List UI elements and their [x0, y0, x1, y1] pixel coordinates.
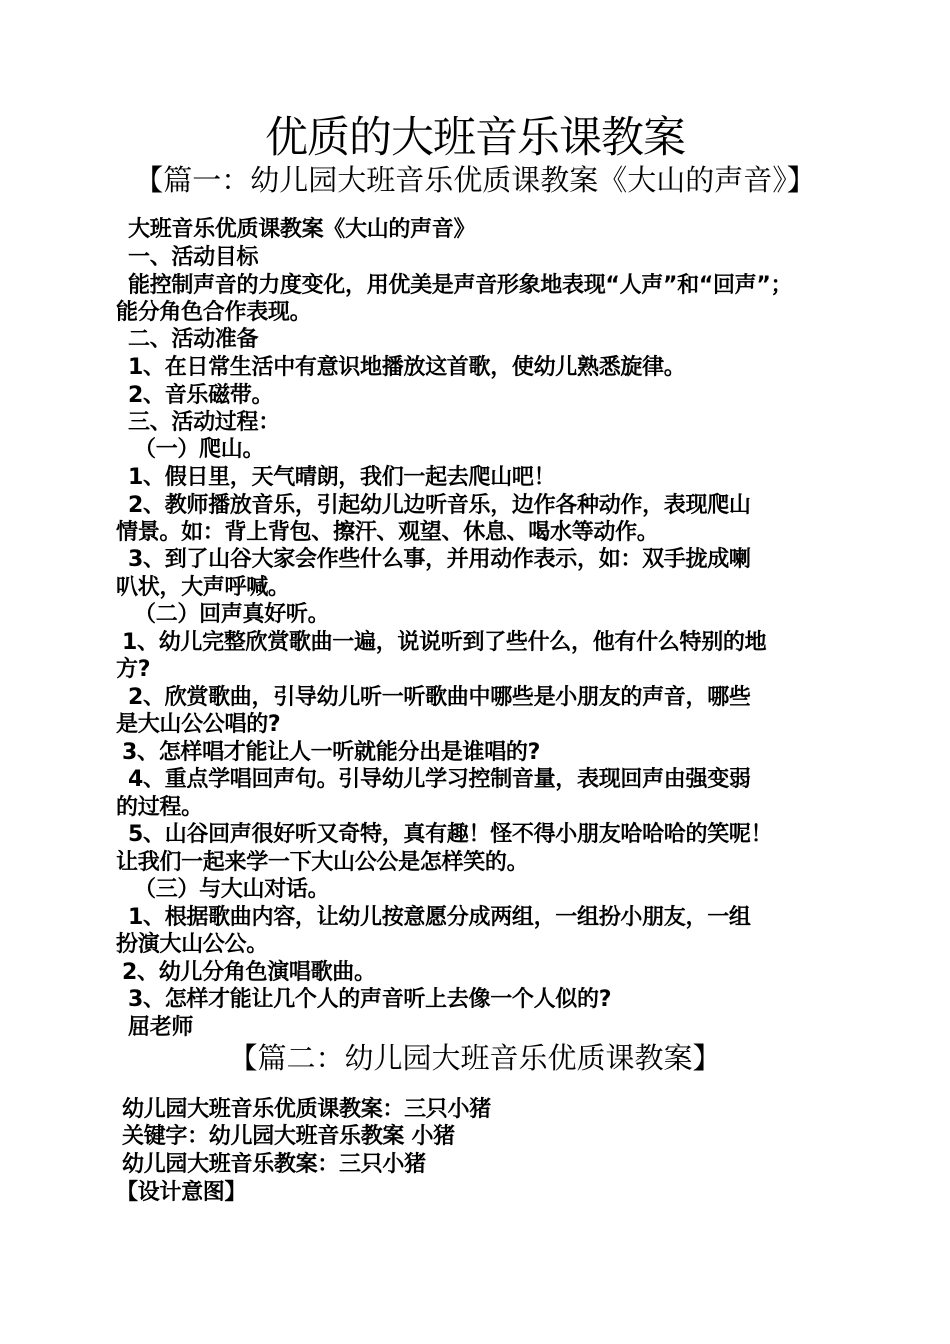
heading-activity-goal: 一、活动目标	[128, 245, 259, 270]
echo-item-5-line-2: 让我们一起来学一下大山公公是怎样笑的。	[116, 850, 529, 875]
lesson2-title: 幼儿园大班音乐优质课教案：三只小猪	[122, 1097, 491, 1122]
section-heading-1: 【篇一：幼儿园大班音乐优质课教案《大山的声音》】	[134, 163, 816, 197]
echo-item-3: 3、怎样唱才能让人一听就能分出是谁唱的?	[122, 740, 541, 765]
climb-item-2-line-1: 2、教师播放音乐，引起幼儿边听音乐，边作各种动作，表现爬山	[128, 493, 751, 518]
dialogue-item-2: 2、幼儿分角色演唱歌曲。	[122, 960, 376, 985]
author-name: 屈老师	[128, 1015, 194, 1040]
document-title: 优质的大班音乐课教案	[265, 113, 685, 163]
echo-item-1-line-1: 1、幼儿完整欣赏歌曲一遍，说说听到了些什么，他有什么特别的地	[122, 630, 767, 655]
prep-item-1: 1、在日常生活中有意识地播放这首歌，使幼儿熟悉旋律。	[128, 355, 686, 380]
subheading-echo: （二）回声真好听。	[134, 602, 330, 627]
climb-item-3-line-1: 3、到了山谷大家会作些什么事，并用动作表示，如：双手拢成喇	[128, 547, 751, 572]
dialogue-item-1-line-1: 1、根据歌曲内容，让幼儿按意愿分成两组，一组扮小朋友，一组	[128, 905, 751, 930]
goal-text-line-2: 能分角色合作表现。	[116, 300, 312, 325]
subheading-dialogue: （三）与大山对话。	[134, 877, 330, 902]
lesson2-keywords: 关键字：幼儿园大班音乐教案 小猪	[122, 1124, 455, 1149]
dialogue-item-1-line-2: 扮演大山公公。	[116, 932, 268, 957]
echo-item-2-line-1: 2、欣赏歌曲，引导幼儿听一听歌曲中哪些是小朋友的声音，哪些	[128, 685, 751, 710]
lesson-title: 大班音乐优质课教案《大山的声音》	[128, 217, 476, 242]
echo-item-2-line-2: 是大山公公唱的?	[116, 712, 281, 737]
prep-item-2: 2、音乐磁带。	[128, 383, 274, 408]
climb-item-2-line-2: 情景。如：背上背包、擦汗、观望、休息、喝水等动作。	[116, 520, 659, 545]
lesson2-subtitle: 幼儿园大班音乐教案：三只小猪	[122, 1152, 426, 1177]
climb-item-3-line-2: 叭状，大声呼喊。	[116, 575, 290, 600]
heading-activity-process: 三、活动过程：	[128, 410, 280, 435]
subheading-climb: （一）爬山。	[134, 437, 265, 462]
echo-item-5-line-1: 5、山谷回声很好听又奇特，真有趣！怪不得小朋友哈哈哈的笑呢！	[128, 822, 773, 847]
climb-item-1: 1、假日里，天气晴朗，我们一起去爬山吧！	[128, 465, 556, 490]
echo-item-1-line-2: 方?	[116, 657, 151, 682]
echo-item-4-line-1: 4、重点学唱回声句。引导幼儿学习控制音量，表现回声由强变弱	[128, 767, 751, 792]
lesson2-design-intent: 【设计意图】	[116, 1180, 247, 1205]
dialogue-item-3: 3、怎样才能让几个人的声音听上去像一个人似的?	[128, 987, 612, 1012]
echo-item-4-line-2: 的过程。	[116, 795, 203, 820]
section-heading-2: 【篇二：幼儿园大班音乐优质课教案】	[228, 1041, 722, 1075]
goal-text-line-1: 能控制声音的力度变化，用优美是声音形象地表现“人声”和“回声”；	[128, 273, 793, 298]
heading-activity-prep: 二、活动准备	[128, 327, 259, 352]
